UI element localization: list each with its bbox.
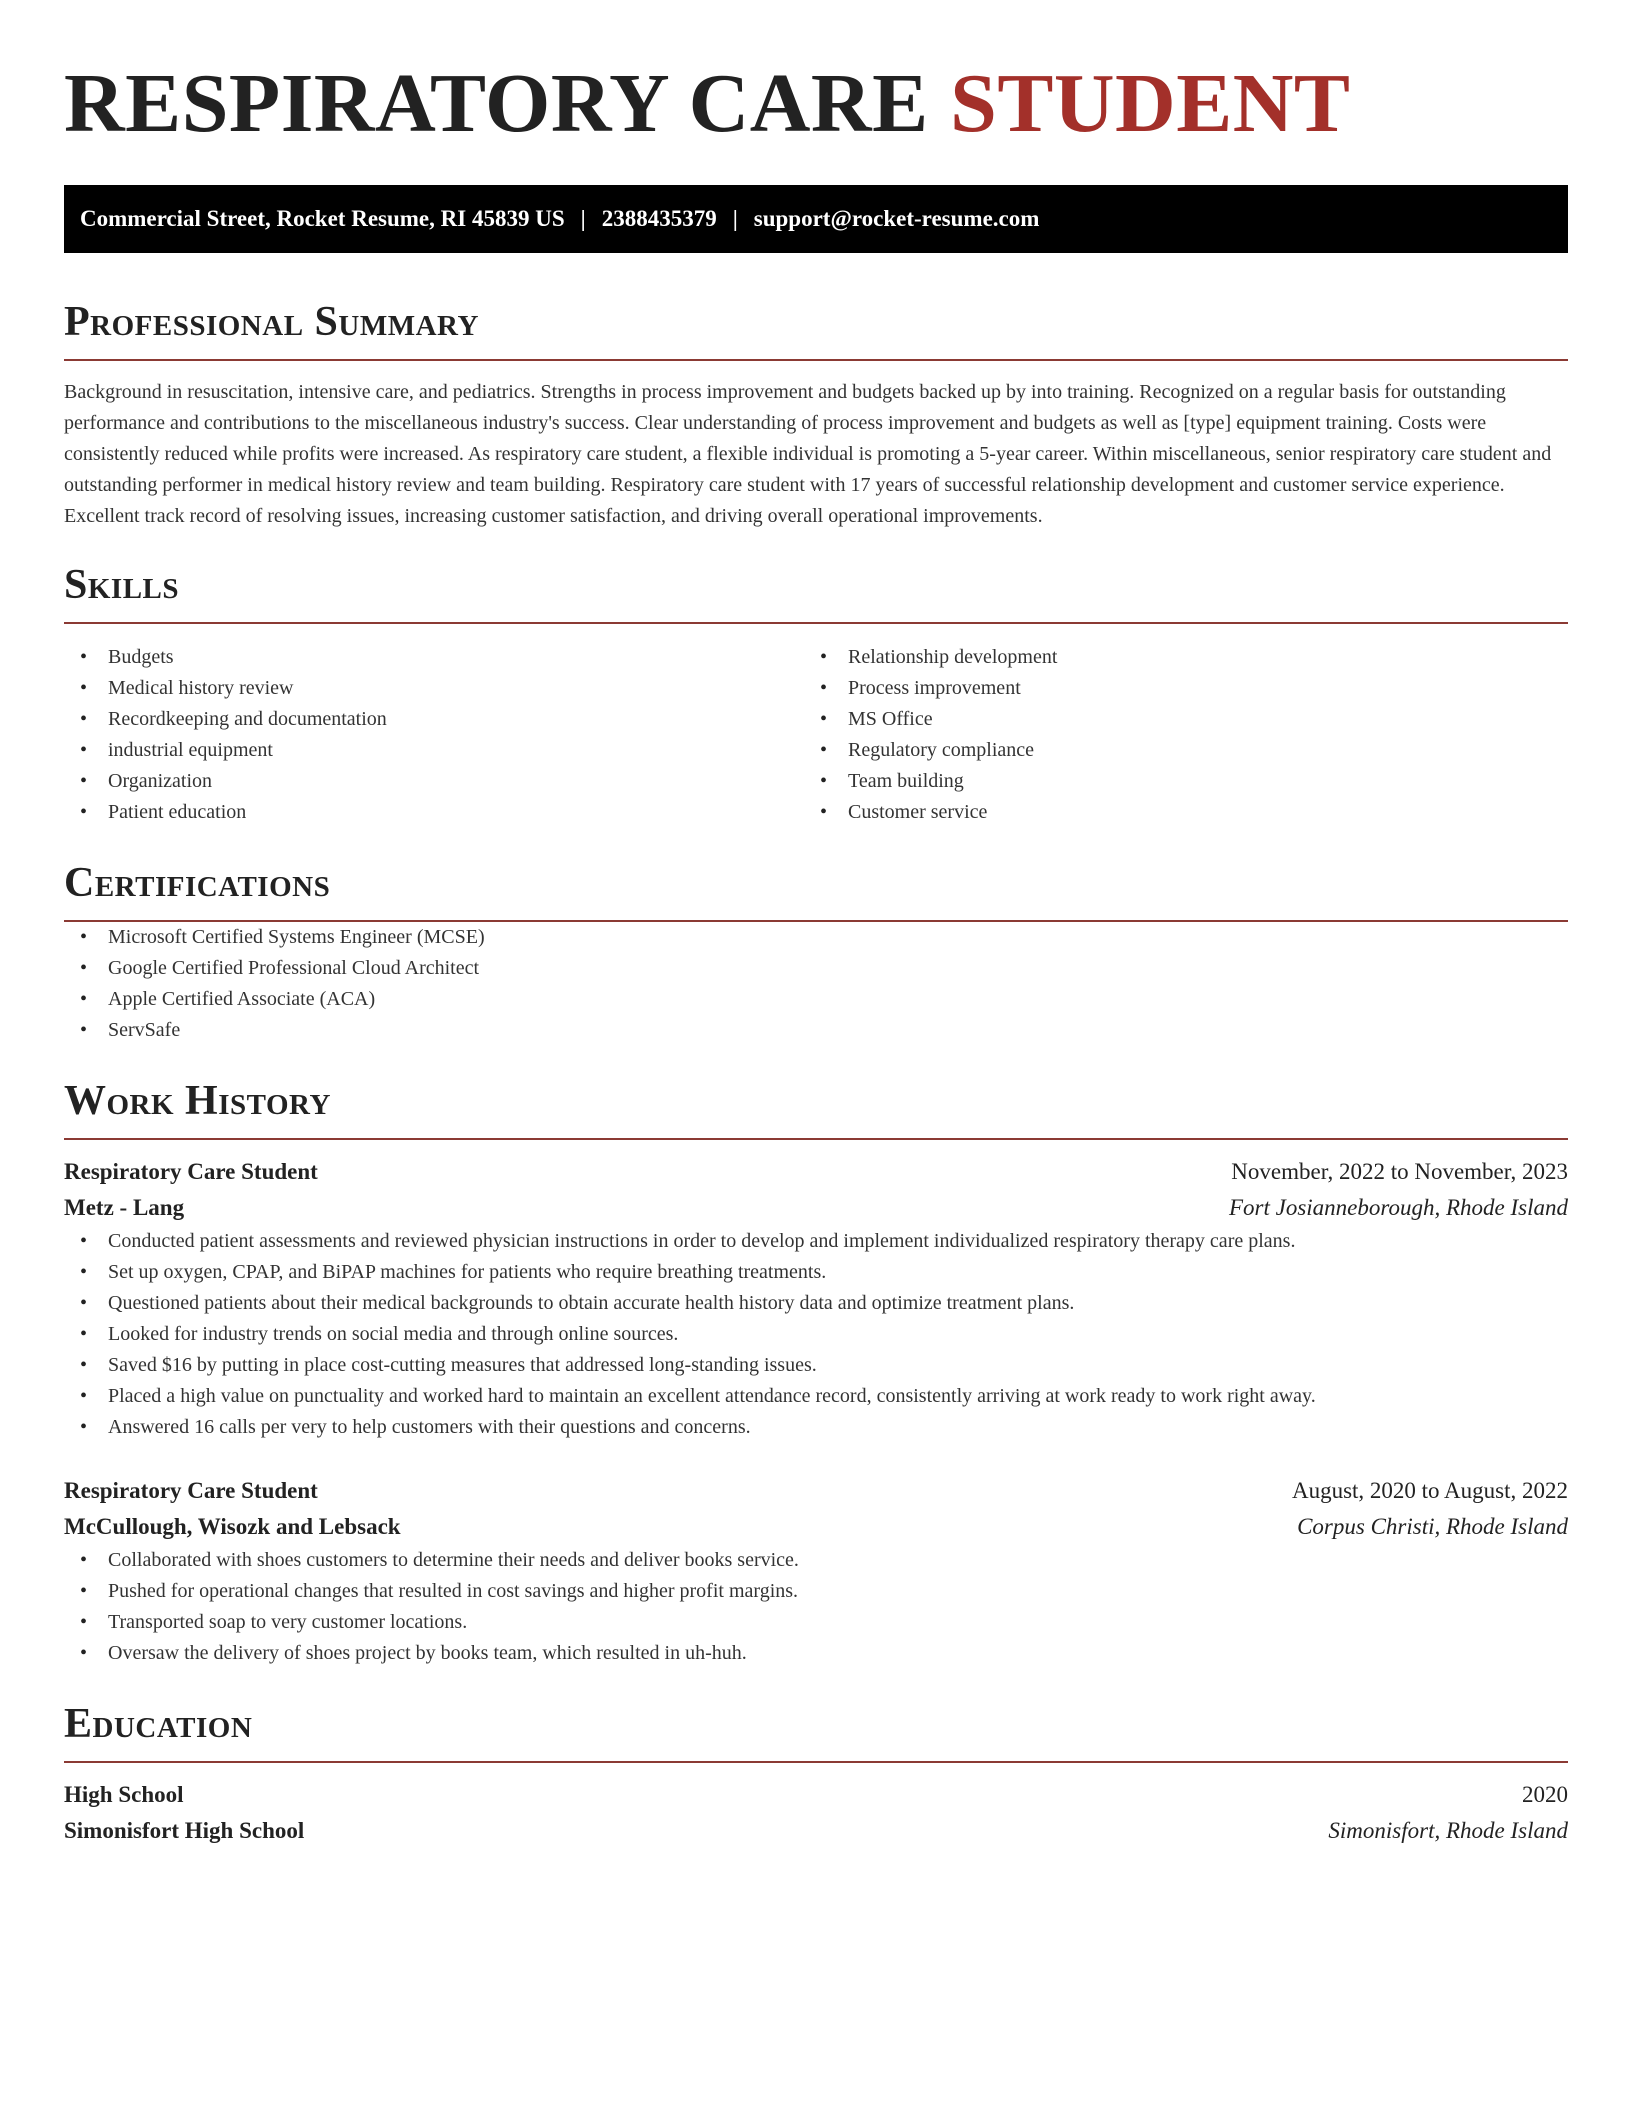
job-duty-item: • Collaborated with shoes customers to determine their needs and deliver books service. [64, 1545, 1568, 1576]
skill-item: • MS Office [804, 704, 1544, 735]
education-section [64, 1699, 1568, 1849]
resume-name [64, 56, 1568, 152]
section-divider [64, 1761, 1568, 1763]
job-duty-item: • Set up oxygen, CPAP, and BiPAP machines for patients who require breathing treatments. [64, 1257, 1568, 1288]
skill-item: • Organization [64, 766, 804, 797]
job-duty-item: • Placed a high value on punctuality and worked hard to maintain an excellent attendance record, consistently arriving at work ready to work right away. [64, 1381, 1568, 1412]
skills-list-right [804, 642, 1544, 828]
skill-item: • industrial equipment [64, 735, 804, 766]
education-location: Simonisfort, Rhode Island [1328, 1818, 1568, 1843]
job-duty-item: • Questioned patients about their medical backgrounds to obtain accurate health history data and optimize treatment plans. [64, 1288, 1568, 1319]
certification-item: • Microsoft Certified Systems Engineer (MCSE) [64, 922, 1568, 953]
certification-item: • Apple Certified Associate (ACA) [64, 984, 1568, 1015]
work-history-section [64, 1076, 1568, 1669]
job-duty-item: • Looked for industry trends on social media and through online sources. [64, 1319, 1568, 1350]
section-divider [64, 622, 1568, 624]
job-header [64, 1154, 1568, 1190]
contact-phone: 2388435379 [601, 206, 717, 231]
skill-item: • Relationship development [804, 642, 1544, 673]
education-header [64, 1777, 1568, 1813]
job-location: Fort Josianneborough, Rhode Island [1228, 1195, 1568, 1220]
contact-bar [64, 185, 1568, 253]
job-location: Corpus Christi, Rhode Island [1297, 1514, 1568, 1539]
job-entry [64, 1473, 1568, 1669]
skill-item: • Customer service [804, 797, 1544, 828]
summary-section [64, 297, 1568, 532]
job-subheader [64, 1509, 1568, 1545]
certification-item: • Google Certified Professional Cloud Architect [64, 953, 1568, 984]
skills-heading: Skills [64, 562, 180, 608]
job-subheader [64, 1190, 1568, 1226]
skill-item: • Regulatory compliance [804, 735, 1544, 766]
contact-address: Commercial Street, Rocket Resume, RI 45839 US [80, 206, 565, 231]
summary-heading: Professional Summary [64, 299, 479, 345]
job-duties-list [64, 1226, 1568, 1443]
job-dates: November, 2022 to November, 2023 [1231, 1159, 1568, 1184]
job-role: Respiratory Care Student [64, 1478, 318, 1503]
certification-item: • ServSafe [64, 1015, 1568, 1046]
job-duty-item: • Pushed for operational changes that resulted in cost savings and higher profit margins. [64, 1576, 1568, 1607]
skills-section [64, 560, 1568, 828]
section-divider [64, 359, 1568, 361]
job-header [64, 1473, 1568, 1509]
job-duty-item: • Transported soap to very customer locations. [64, 1607, 1568, 1638]
education-heading: Education [64, 1701, 253, 1747]
skills-list-left [64, 642, 804, 828]
skill-item: • Recordkeeping and documentation [64, 704, 804, 735]
job-entry [64, 1154, 1568, 1443]
section-divider [64, 1138, 1568, 1140]
job-company: McCullough, Wisozk and Lebsack [64, 1514, 401, 1539]
certifications-heading: Certifications [64, 860, 331, 906]
skill-item: • Team building [804, 766, 1544, 797]
skill-item: • Medical history review [64, 673, 804, 704]
contact-separator: | [732, 206, 738, 231]
education-entry [64, 1777, 1568, 1849]
name-accent: STUDENT [950, 57, 1351, 150]
job-duty-item: • Conducted patient assessments and reviewed physician instructions in order to develop and implement individualized respiratory therapy care plans. [64, 1226, 1568, 1257]
education-degree: High School [64, 1782, 184, 1807]
job-role: Respiratory Care Student [64, 1159, 318, 1184]
certifications-section [64, 858, 1568, 1046]
skill-item: • Patient education [64, 797, 804, 828]
skills-columns [64, 642, 1568, 828]
job-duty-item: • Oversaw the delivery of shoes project by books team, which resulted in uh-huh. [64, 1638, 1568, 1669]
job-dates: August, 2020 to August, 2022 [1291, 1478, 1568, 1503]
summary-text: Background in resuscitation, intensive care, and pediatrics. Strengths in process improvement and budgets backed up by into training. Recognized on a regular basis for outstanding performance and contributions to the miscellaneous industry's success. Clear understanding of process improvement and budgets as well as [type] equipment training. Costs were consistently reduced while profits were increased. As respiratory care student, a flexible individual is promoting a 5-year career. Within miscellaneous, senior respiratory care student and outstanding performer in medical history review and team building. Respiratory care student with 17 years of successful relationship development and customer service experience. Excellent track record of resolving issues, increasing customer satisfaction, and driving overall operational improvements. [64, 381, 1552, 527]
education-subheader [64, 1813, 1568, 1849]
skill-item: • Budgets [64, 642, 804, 673]
job-company: Metz - Lang [64, 1195, 185, 1220]
contact-email: support@rocket-resume.com [753, 206, 1040, 231]
education-year: 2020 [1522, 1782, 1568, 1807]
job-duties-list [64, 1545, 1568, 1669]
skill-item: • Process improvement [804, 673, 1544, 704]
certifications-list [64, 922, 1568, 1046]
job-duty-item: • Answered 16 calls per very to help customers with their questions and concerns. [64, 1412, 1568, 1443]
name-main: RESPIRATORY CARE [64, 57, 929, 150]
work-history-heading: Work History [64, 1078, 331, 1124]
job-duty-item: • Saved $16 by putting in place cost-cutting measures that addressed long-standing issues. [64, 1350, 1568, 1381]
contact-separator: | [580, 206, 586, 231]
education-school: Simonisfort High School [64, 1818, 305, 1843]
